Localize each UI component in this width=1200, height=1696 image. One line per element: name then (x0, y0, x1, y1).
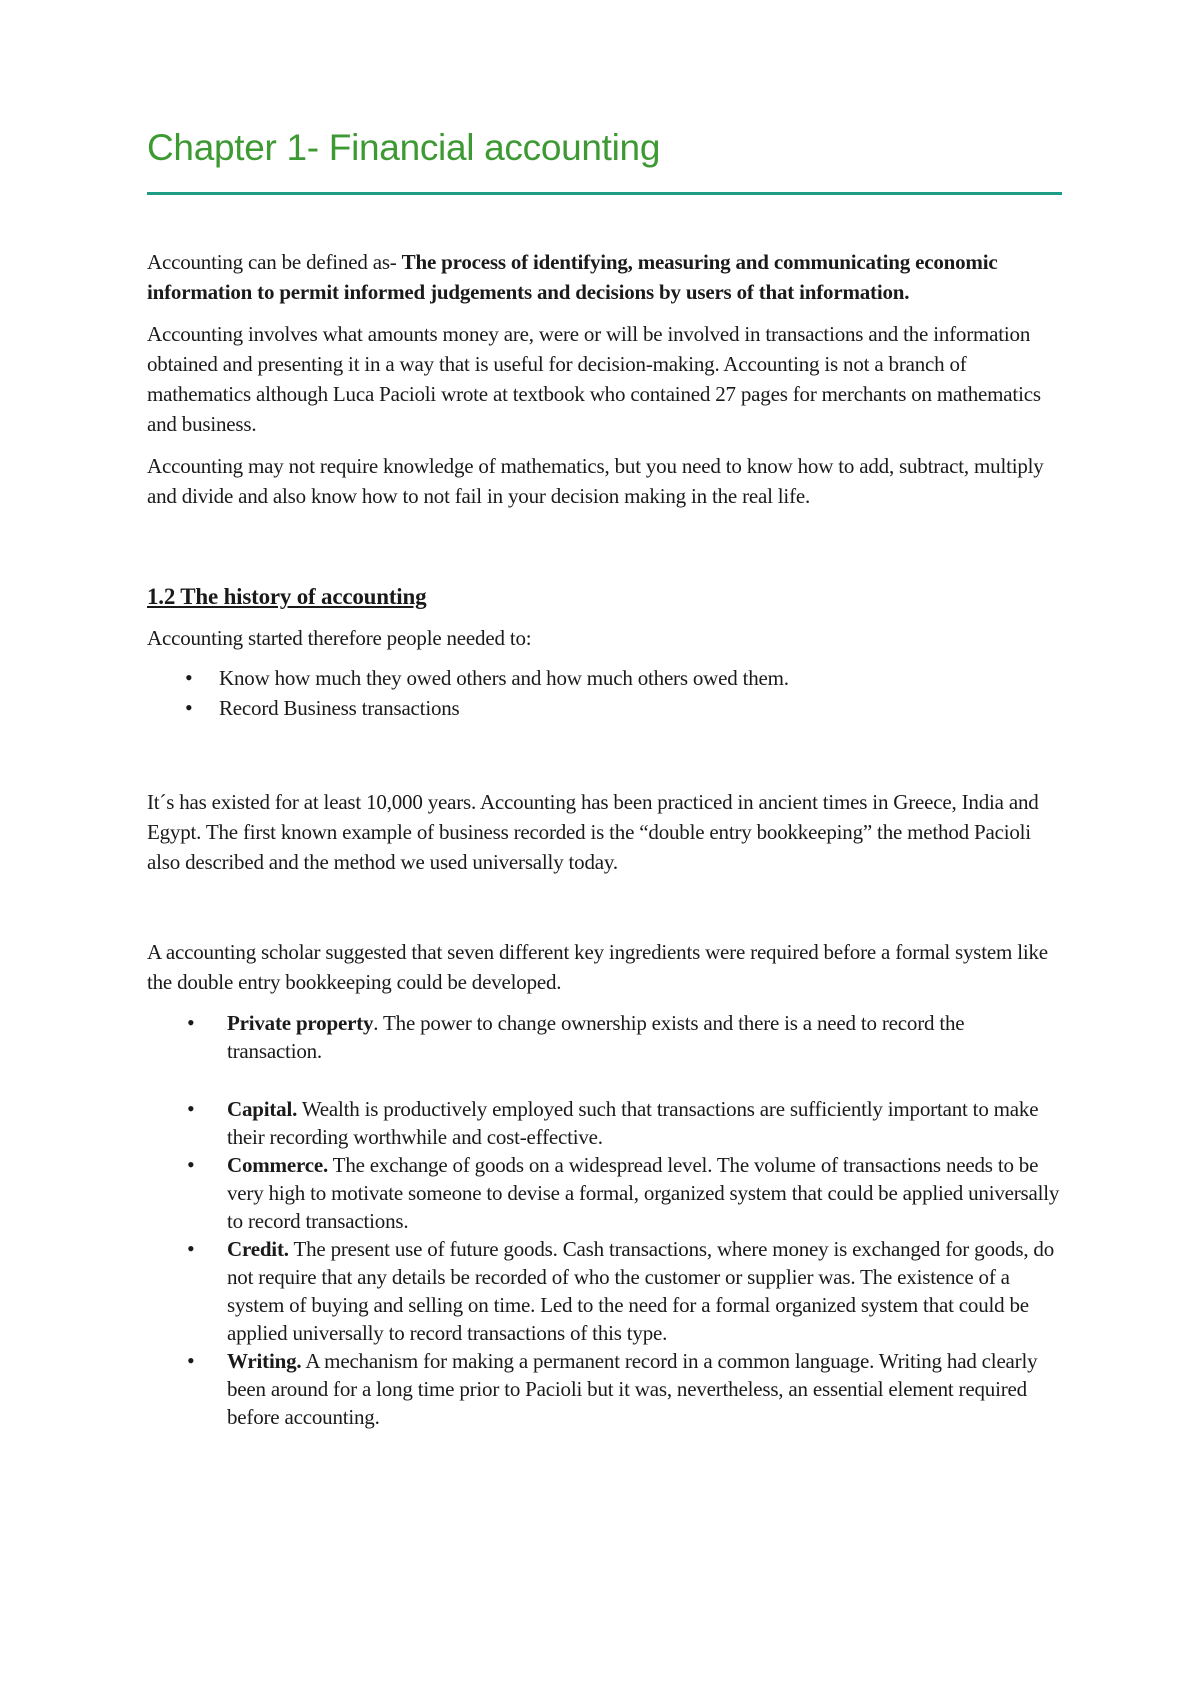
ingredient-text: Wealth is productively employed such that transactions are sufficiently important to make their recording worthwhile and cost-effective. (227, 1097, 1039, 1149)
document-page (147, 110, 1062, 1431)
list-item-text: Know how much they owed others and how much others owed them. (219, 666, 789, 690)
history-intro: Accounting started therefore people needed to: (147, 626, 532, 650)
title-divider (147, 192, 1062, 195)
bullet-icon: • (187, 1152, 195, 1177)
bullet-icon: • (185, 695, 193, 720)
bullet-icon: • (187, 1236, 195, 1261)
ingredient-text: The present use of future goods. Cash transactions, where money is exchanged for goods, do not require that any details be recorded of who the customer or supplier was. The existence of a system of buying and selling on time. Led to the need for a formal organized system that could be applied universally to record transactions of this type. (227, 1237, 1055, 1345)
paragraph-involves: Accounting involves what amounts money are, were or will be involved in transactions and the information obtained and presenting it in a way that is useful for decision-making. Accounting is not a branch of mathematics although Luca Pacioli wrote at textbook who contained 27 pages for merchants on mathematics and business. (147, 322, 1041, 436)
ingredient-text: A mechanism for making a permanent record in a common language. Writing had clearly been around for a long time prior to Pacioli but it was, nevertheless, an essential element required before accounting. (227, 1349, 1038, 1429)
definition-lead: Accounting can be defined as- (147, 250, 402, 274)
scholar-paragraph: A accounting scholar suggested that seven different key ingredients were required before a formal system like the double entry bookkeeping could be developed. (147, 940, 1048, 994)
ingredient-term: Credit. (227, 1237, 289, 1261)
list-item (147, 1235, 1062, 1347)
definition-text: The process of identifying, measuring and communicating economic information to permit informed judgements and decisions by users of that information. (147, 250, 998, 304)
list-item (147, 693, 1062, 723)
definition-paragraph (147, 247, 1062, 307)
bullet-icon: • (187, 1348, 195, 1373)
needs-list (147, 663, 1062, 723)
ingredient-term: Capital. (227, 1097, 298, 1121)
ingredient-term: Writing. (227, 1349, 302, 1373)
document-body (147, 247, 1062, 1431)
list-item-text: Record Business transactions (219, 696, 460, 720)
list-item (147, 1151, 1062, 1235)
ingredient-term: Private property (227, 1011, 374, 1035)
ingredient-text: The exchange of goods on a widespread level. The volume of transactions needs to be very high to motivate someone to devise a formal, organized system that could be applied universally to record transactions. (227, 1153, 1060, 1233)
ingredients-list (147, 1009, 1062, 1431)
ingredient-term: Commerce. (227, 1153, 329, 1177)
list-item (147, 1009, 1062, 1065)
section-heading: 1.2 The history of accounting (147, 584, 427, 609)
history-paragraph: It´s has existed for at least 10,000 years. Accounting has been practiced in ancient times in Greece, India and Egypt. The first known example of business recorded is the “double entry bookkeeping” the method Pacioli also described and the method we used universally today. (147, 790, 1039, 874)
bullet-icon: • (187, 1010, 195, 1035)
list-item (147, 663, 1062, 693)
bullet-icon: • (187, 1096, 195, 1121)
bullet-icon: • (185, 665, 193, 690)
ingredient-text: . The power to change ownership exists and there is a need to record the transaction. (227, 1011, 965, 1063)
paragraph-mathematics: Accounting may not require knowledge of mathematics, but you need to know how to add, subtract, multiply and divide and also know how to not fail in your decision making in the real life. (147, 454, 1044, 508)
list-item (147, 1095, 1062, 1151)
list-item (147, 1347, 1062, 1431)
chapter-title: Chapter 1- Financial accounting (147, 127, 661, 168)
